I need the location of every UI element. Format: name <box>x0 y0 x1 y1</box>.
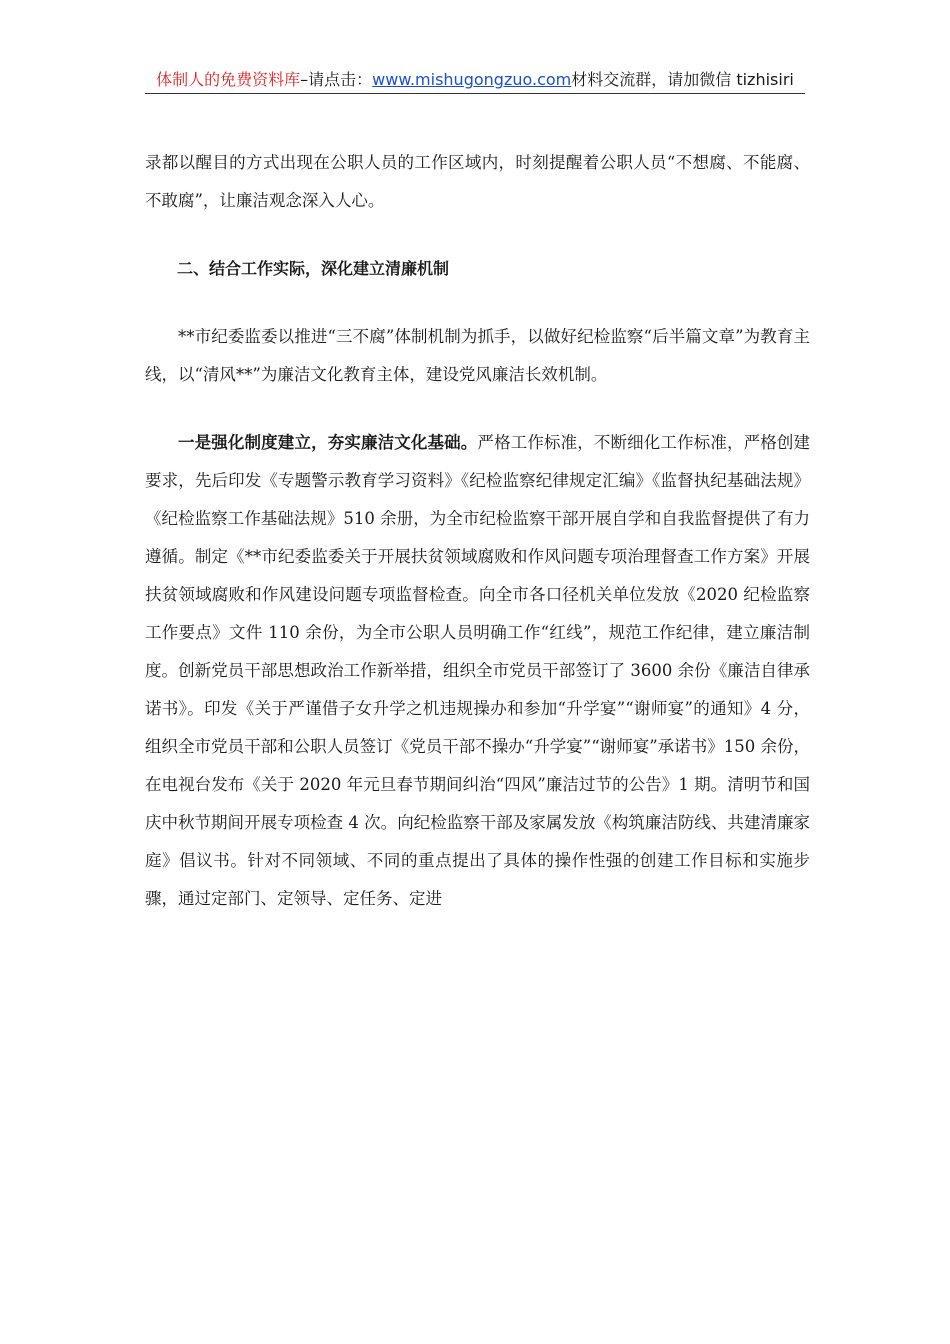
header-wechat-note: 材料交流群，请加微信 tizhisiri <box>571 70 794 89</box>
document-body <box>145 144 810 918</box>
paragraph-one-lead: 一是强化制度建立，夯实廉洁文化基础。 <box>178 433 478 452</box>
paragraph-intro: **市纪委监委以推进“三不腐”体制机制为抓手，以做好纪检监察“后半篇文章”为教育主线，以“清风**”为廉洁文化教育主体，建设党风廉洁长效机制。 <box>145 327 810 384</box>
header-brand: 体制人的免费资料库 <box>156 70 301 89</box>
header-prompt: –请点击： <box>300 70 373 89</box>
paragraph-continuation: 录都以醒目的方式出现在公职人员的工作区域内，时刻提醒着公职人员“不想腐、不能腐、不敢腐”，让廉洁观念深入人心。 <box>145 153 810 210</box>
section-heading: 二、结合工作实际，深化建立清廉机制 <box>177 259 450 278</box>
paragraph-one-body: 严格工作标准，不断细化工作标准，严格创建要求，先后印发《专题警示教育学习资料》《纪检监察纪律规定汇编》《监督执纪基础法规》《纪检监察工作基础法规》510 余册，为全市纪检监察干部开展自学和自我监督提供了有力遵循。制定《**市纪委监委关于开展扶贫领域腐败和作风问题专项治理督查工作方案》开展扶贫领域腐败和作风建设问题专项监督检查。向全市各口径机关单位发放《2020 纪检监察工作要点》文件 110 余份，为全市公职人员明确工作“红线”，规范工作纪律，建立廉洁制度。创新党员干部思想政治工作新举措，组织全市党员干部签订了 3600 余份《廉洁自律承诺书》。印发《关于严谨借子女升学之机违规操办和参加“升学宴”“谢师宴”的通知》4 分，组织全市党员干部和公职人员签订《党员干部不操办“升学宴”“谢师宴”承诺书》150 余份，在电视台发布《关于 2020 年元旦春节期间纠治“四风”廉洁过节的公告》1 期。清明节和国庆中秋节期间开展专项检查 4 次。向纪检监察干部及家属发放《构筑廉洁防线、共建清廉家庭》倡议书。针对不同领域、不同的重点提出了具体的操作性强的创建工作目标和实施步骤，通过定部门、定领导、定任务、定进 <box>145 433 811 908</box>
header-website-link[interactable]: www.mishugongzuo.com <box>372 70 572 89</box>
paragraph-one <box>145 424 810 918</box>
page-header <box>145 66 805 94</box>
